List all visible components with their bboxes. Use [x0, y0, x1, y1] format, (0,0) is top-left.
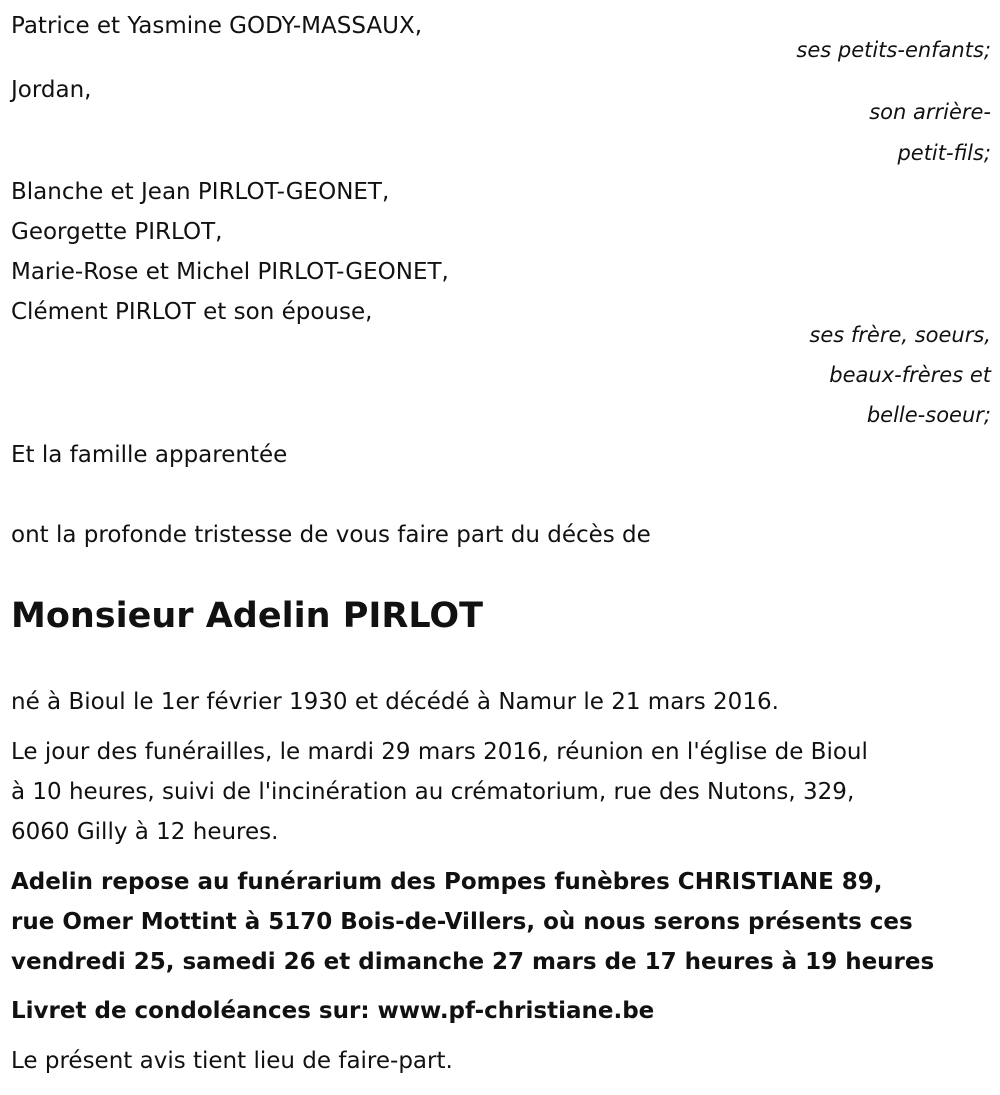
visitation-line-1: Adelin repose au funérarium des Pompes funèbres CHRISTIANE 89, [11, 869, 883, 895]
obituary-notice [11, 0, 991, 1095]
extended-family: Et la famille apparentée [11, 442, 288, 468]
great-grandson-role-line-1: son arrière- [869, 100, 991, 124]
condolences-text: Livret de condoléances sur: www.pf-christiane.be [11, 998, 655, 1024]
siblings-role-line-3: belle-soeur; [866, 403, 991, 427]
siblings-role-line-1: ses frère, soeurs, [809, 323, 991, 347]
deceased-name: Monsieur Adelin PIRLOT [11, 596, 484, 636]
visitation-line-2: rue Omer Mottint à 5170 Bois-de-Villers, où nous serons présents ces [11, 909, 913, 935]
siblings-role-line-2: beaux-frères et [829, 363, 991, 387]
sibling-name-1: Blanche et Jean PIRLOT-GEONET, [11, 179, 390, 205]
sibling-name-2: Georgette PIRLOT, [11, 219, 223, 245]
great-grandson-role-line-2: petit-fils; [897, 141, 991, 165]
birth-death-text: né à Bioul le 1er février 1930 et décédé à Namur le 21 mars 2016. [11, 689, 779, 715]
notice-text: Le présent avis tient lieu de faire-part. [11, 1048, 453, 1074]
announcement-text: ont la profonde tristesse de vous faire part du décès de [11, 522, 651, 548]
funeral-line-1: Le jour des funérailles, le mardi 29 mars 2016, réunion en l'église de Bioul [11, 739, 868, 765]
funeral-line-2: à 10 heures, suivi de l'incinération au crématorium, rue des Nutons, 329, [11, 779, 855, 805]
sibling-name-4: Clément PIRLOT et son épouse, [11, 299, 373, 325]
sibling-name-3: Marie-Rose et Michel PIRLOT-GEONET, [11, 259, 449, 285]
visitation-line-3: vendredi 25, samedi 26 et dimanche 27 mars de 17 heures à 19 heures [11, 949, 935, 975]
funeral-line-3: 6060 Gilly à 12 heures. [11, 819, 279, 845]
grandchildren-names: Patrice et Yasmine GODY-MASSAUX, [11, 13, 423, 39]
grandchildren-role: ses petits-enfants; [796, 38, 991, 62]
great-grandson-name: Jordan, [11, 77, 92, 103]
